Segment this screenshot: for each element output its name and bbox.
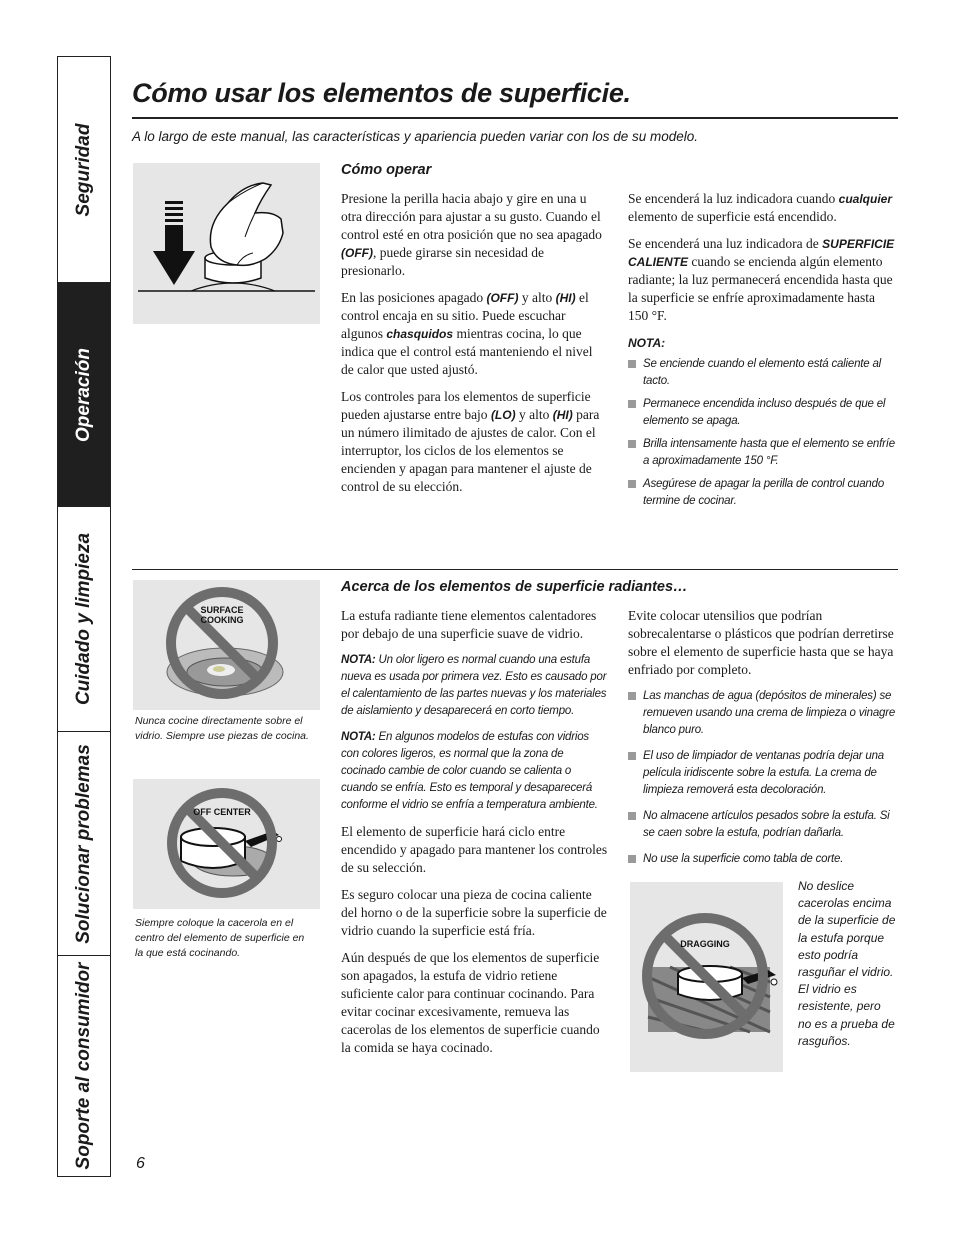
off-center-illustration [133, 779, 320, 909]
page-number: 6 [136, 1155, 145, 1172]
list-item: Se enciende cuando el elemento está caliente al tacto. [628, 356, 898, 390]
page-subtitle: A lo largo de este manual, las características y apariencia pueden variar con los de su modelo. [132, 129, 699, 144]
paragraph: Los controles para los elementos de superficie pueden ajustarse entre bajo (LO) y alto (HI) para un número ilimitado de ajustes de calor. Con el interruptor, los ciclos de los elementos se encienden y apagan para mantener el ajuste de control de su elección. [341, 389, 600, 494]
list-item: El uso de limpiador de ventanas podría dejar una película iridiscente sobre la estufa. La crema de limpieza removerá esta decoloración. [628, 748, 898, 799]
nota-paragraph: NOTA: En algunos modelos de estufas con vidrios con colores ligeros, es normal que la zona de cocinado cambie de color cuando se calienta o cuando se enfría. Esto es temporal y desaparecerá conforme el vidrio se enfría a temperatura ambiente. [341, 731, 598, 811]
section2-column-1 [341, 607, 609, 1066]
list-item: Brilla intensamente hasta que el elemento se enfríe a aproximadamente 150 °F. [628, 436, 898, 470]
knob-illustration [133, 163, 320, 324]
list-item: No use la superficie como tabla de corte. [628, 851, 898, 868]
paragraph: Se encenderá una luz indicadora de SUPERFICIE CALIENTE cuando se encienda algún elemento radiante; la luz permanecerá encendida hasta que la superficie se enfríe aproximadamente hasta 150 °F. [628, 236, 895, 323]
no-dragging-pan-icon [630, 882, 783, 1072]
paragraph: Evite colocar utensilios que podrían sobrecalentarse o plásticos que podrían derretirse sobre el elemento de superficie hasta que se haya enfriado por completo. [628, 608, 894, 677]
dragging-label: DRAGGING [680, 939, 730, 949]
title-rule [132, 117, 898, 119]
dragging-illustration [630, 882, 783, 1072]
tab-operacion[interactable]: Operación [58, 283, 110, 507]
section2-column-2 [628, 607, 898, 874]
tab-solucionar-problemas[interactable]: Solucionar problemas [58, 732, 110, 956]
nota-label: NOTA: [628, 336, 666, 350]
list-item: Asegúrese de apagar la perilla de control cuando termine de cocinar. [628, 476, 898, 510]
section-rule [132, 569, 898, 570]
nota-bullet-list [628, 356, 898, 510]
side-tab-strip [57, 56, 111, 1177]
tab-cuidado-y-limpieza[interactable]: Cuidado y limpieza [58, 507, 110, 732]
push-turn-knob-icon [133, 163, 320, 324]
section-heading-radiantes: Acerca de los elementos de superficie radiantes… [341, 579, 688, 595]
cooking-label: COOKING [200, 615, 244, 625]
caption-dragging: No deslice cacerolas encima de la superficie de la estufa porque esto podría rasguñar el vidrio. El vidrio es resistente, pero no es a prueba de rasguños. [798, 879, 896, 1048]
tab-seguridad[interactable]: Seguridad [58, 57, 110, 283]
off-center-label: OFF CENTER [193, 807, 251, 817]
paragraph: Es seguro colocar una pieza de cocina caliente del horno o de la superficie sobre la superficie de vidrio cuando la superficie está fría. [341, 887, 607, 938]
paragraph: En las posiciones apagado (OFF) y alto (HI) el control encaja en su sitio. Puede escuchar algunos chasquidos mientras cocina, lo que indica que el control está manteniendo el nivel de calor que usted ajustó. [341, 290, 593, 377]
care-bullet-list [628, 688, 898, 868]
tab-soporte-al-consumidor[interactable]: Soporte al consumidor [73, 962, 94, 1170]
surface-label: SURFACE [200, 605, 244, 615]
paragraph: La estufa radiante tiene elementos calentadores por debajo de una superficie suave de vidrio. [341, 608, 597, 641]
surface-cooking-illustration [133, 580, 320, 710]
section1-column-1 [341, 190, 606, 505]
paragraph: Aún después de que los elementos de superficie son apagados, la estufa de vidrio retiene suficiente calor para continuar cocinando. Para evitar cocinar excesivamente, remueva las cacerolas de los elementos de superficie cuando la comida se haya cocinado. [341, 950, 600, 1055]
no-surface-cooking-icon [133, 580, 320, 710]
section1-column-2 [628, 190, 898, 516]
list-item: Las manchas de agua (depósitos de minerales) se remueven usando una crema de limpieza o vinagre blanco puro. [628, 688, 898, 739]
page-title: Cómo usar los elementos de superficie. [132, 78, 631, 108]
paragraph: El elemento de superficie hará ciclo entre encendido y apagado para mantener los controles de su selección. [341, 824, 608, 875]
paragraph: Presione la perilla hacia abajo y gire en una u otra dirección para ajustar a su gusto. Cuando el control esté en otra posición que no sea apagado (OFF), puede girarse sin necesidad de presionarlo. [341, 191, 602, 278]
caption-surface-cooking: Nunca cocine directamente sobre el vidrio. Siempre use piezas de cocina. [135, 715, 309, 742]
no-off-center-pan-icon [133, 779, 320, 909]
nota-paragraph: NOTA: Un olor ligero es normal cuando una estufa nueva es usada por primera vez. Esto es causado por el calentamiento de las partes nuevas y los materiales de aislamiento y desaparecerá en corto tiempo. [341, 654, 607, 717]
section-heading-como-operar: Cómo operar [341, 162, 432, 178]
caption-off-center: Siempre coloque la cacerola en el centro del elemento de superficie en la que está cocinando. [135, 917, 305, 959]
paragraph: Se encenderá la luz indicadora cuando cualquier elemento de superficie está encendido. [628, 191, 893, 224]
list-item: No almacene artículos pesados sobre la estufa. Si se caen sobre la estufa, podrían dañarla. [628, 808, 898, 842]
list-item: Permanece encendida incluso después de que el elemento se apaga. [628, 396, 898, 430]
